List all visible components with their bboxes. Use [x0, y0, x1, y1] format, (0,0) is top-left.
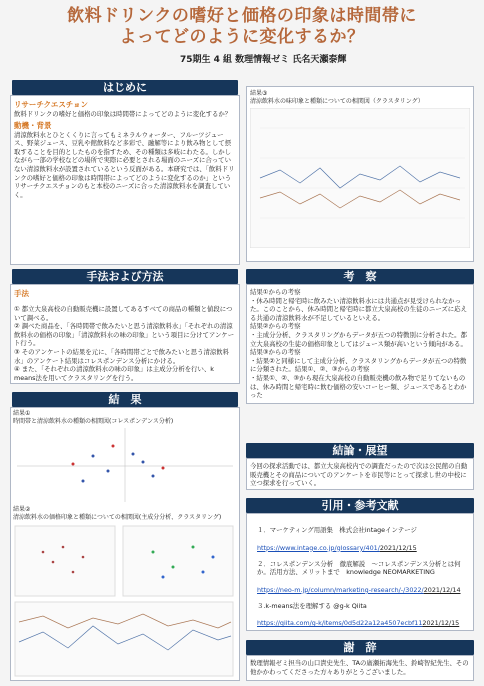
references-box — [246, 513, 474, 631]
reference-date: 2021/12/15 — [379, 543, 417, 552]
rq-title: リサーチクエスチョン — [14, 100, 89, 109]
thanks-heading-text: 謝 辞 — [343, 641, 377, 654]
method-heading-text: 手法および方法 — [86, 270, 164, 283]
result2-figures — [13, 522, 237, 680]
author-line: 75期生 4 組 数理情報ゼミ 氏名天瀬泰輝 — [180, 55, 347, 65]
rq-text: 飲料ドリンクの嗜好と価格の印象は時間帯によってどのように変化するか？ — [14, 110, 232, 118]
intro-heading — [12, 80, 238, 95]
references-heading — [246, 498, 474, 513]
discussion-heading-text: 考 察 — [343, 270, 377, 283]
reference-text: ２．コレスポンデンス分析 徹底解説 ～コレスポンデンス分析とは何か。活用方法、メリットまで knowledge NEOMARKETING — [257, 559, 461, 577]
result3-box — [246, 86, 474, 262]
result2-label: 結果② — [13, 506, 31, 513]
method-box — [10, 284, 240, 384]
reference-item — [257, 560, 469, 596]
poster-title — [40, 6, 444, 48]
result1-label: 結果① — [13, 410, 31, 417]
intro-heading-text: はじめに — [103, 81, 147, 94]
reference-text: １．マーケティング用語集 株式会社intageインテージ — [257, 526, 417, 534]
reference-item — [257, 602, 469, 630]
conclusion-text: 今回の探求活動では、都立大泉高校内での調査だったので次は公民館の自動販売機とその商品についてのアンケートを市民等にとって探求し世の中校に立つ探求を行っていく。 — [250, 462, 468, 488]
conclusion-box — [246, 458, 474, 490]
method-item: ③ そのアンケートの結果を元に、「各時間帯ごとで飲みたいと思う清涼飲料水」のアンケート結果はコレスポンデンス分析にかける。 — [14, 347, 230, 365]
motive-text: 清涼飲料水とひとくくりに言ってもミネラルウォーター、フルーツジュース、野菜ジュース、豆乳や館飲料など多彩で、融解等により飲み物として摂取することを目的としたものを指すため、その種類は多岐にわたる。しかしながら一部の学校などの場所で実際に必要とされる場面のニーズに合っていない清涼飲料水が設置されているという反面がある。本研究では、「飲料ドリンクの嗜好と価格の印象は時間帯によってどのように変化するのか」というリサーチクエスチョンのもと本校のニーズに合った清涼飲料水を調査していく。 — [14, 130, 235, 199]
discussion-text: 結果①からの考察 ・休み時間と帰宅時に飲みたい清涼飲料水には共通点が見受けられなかった。このことから、休み時間と帰宅時に都立大泉高校の生徒のニーズに応える共通の清涼飲料水が不足しているといえる。 結果②からの考察 ・主成分分析、クラスタリングからデータが五つの特徴別に分析された。都立大泉高校の生徒の価格印象としてはジュース類が高いという傾向がある。 結果③からの考察 ・結果②と同様にして主成分分析、クラスタリングからデータが五つの特徴に分類された。結果①、②、③からの考察 ・結果①、②、③から現在大泉高校の自動販売機の飲み物で足りてないものは、休み時間と帰宅時に飲む価格の安いコーヒー類、ジュースであるとわかった — [250, 288, 467, 400]
method-item: ② 調べた商品を、「各時間帯で飲みたいと思う清涼飲料水」「それぞれの清涼飲料水の価格の印象」「清涼飲料水の味の印象」という項目に分けてアンケート行う。 — [14, 322, 235, 348]
method-item: ④ また、「それぞれの清涼飲料水の味の印象」は主成分分析を行い、k means法を用いてクラスタリングを行う。 — [14, 365, 214, 382]
method-sub: 手法 — [14, 289, 29, 298]
title-line-1: 飲料ドリンクの嗜好と価格の印象は時間帯に — [67, 6, 417, 26]
thanks-heading — [246, 640, 474, 655]
reference-date: 2021/12/15 — [422, 619, 460, 628]
result3-line-plot — [250, 108, 470, 248]
intro-box — [10, 95, 240, 265]
discussion-heading — [246, 269, 474, 284]
motive-title: 動機・背景 — [14, 120, 52, 130]
conclusion-heading-text: 結論・展望 — [332, 444, 388, 457]
method-item: ① 都立大泉高校の自動販売機に設置してあるすべての商品の種類と値段について調べる。 — [14, 305, 233, 322]
reference-link[interactable]: https://qiita.com/g-k/items/0d5d22a12a4507ecbf11 — [257, 619, 423, 628]
reference-text: ３.k-means法を理解する @g-k Qiita — [257, 601, 367, 610]
discussion-box — [246, 284, 474, 404]
thanks-text: 数理情報ゼミ担当の山口貴史先生、TAの廣瀬拓海先生、鈴崎智紀先生、その他かかわってくださった方々ありがとうございました。 — [250, 659, 469, 676]
method-heading — [12, 269, 238, 284]
result1-caption: 時間帯と清涼飲料水の種類の相関図(コレスポンデンス分析) — [13, 418, 174, 425]
result1-scatter — [13, 426, 237, 504]
reference-item — [257, 526, 469, 554]
results-box — [10, 407, 240, 681]
title-line-2: よってどのように変化するか？ — [119, 27, 365, 47]
results-heading-text: 結 果 — [108, 393, 142, 406]
result3-label: 結果③ — [250, 90, 268, 97]
references-heading-text: 引用・参考文献 — [321, 499, 399, 512]
result2-caption: 清涼飲料水の価格印象と種類についての相関図(主成分分析、クラスタリング) — [13, 514, 222, 521]
thanks-box — [246, 655, 474, 681]
reference-date: 2021/12/14 — [423, 585, 461, 594]
result3-caption: 清涼飲料水の味印象と種類についての相関図（クラスタリング） — [250, 98, 424, 105]
results-heading — [12, 392, 238, 407]
reference-link[interactable]: https://www.intage.co.jp/glossary/401/ — [257, 543, 380, 552]
conclusion-heading — [246, 443, 474, 458]
reference-link[interactable]: https://neo-m.jp/column/marketing-research/-/3022/ — [257, 585, 424, 594]
